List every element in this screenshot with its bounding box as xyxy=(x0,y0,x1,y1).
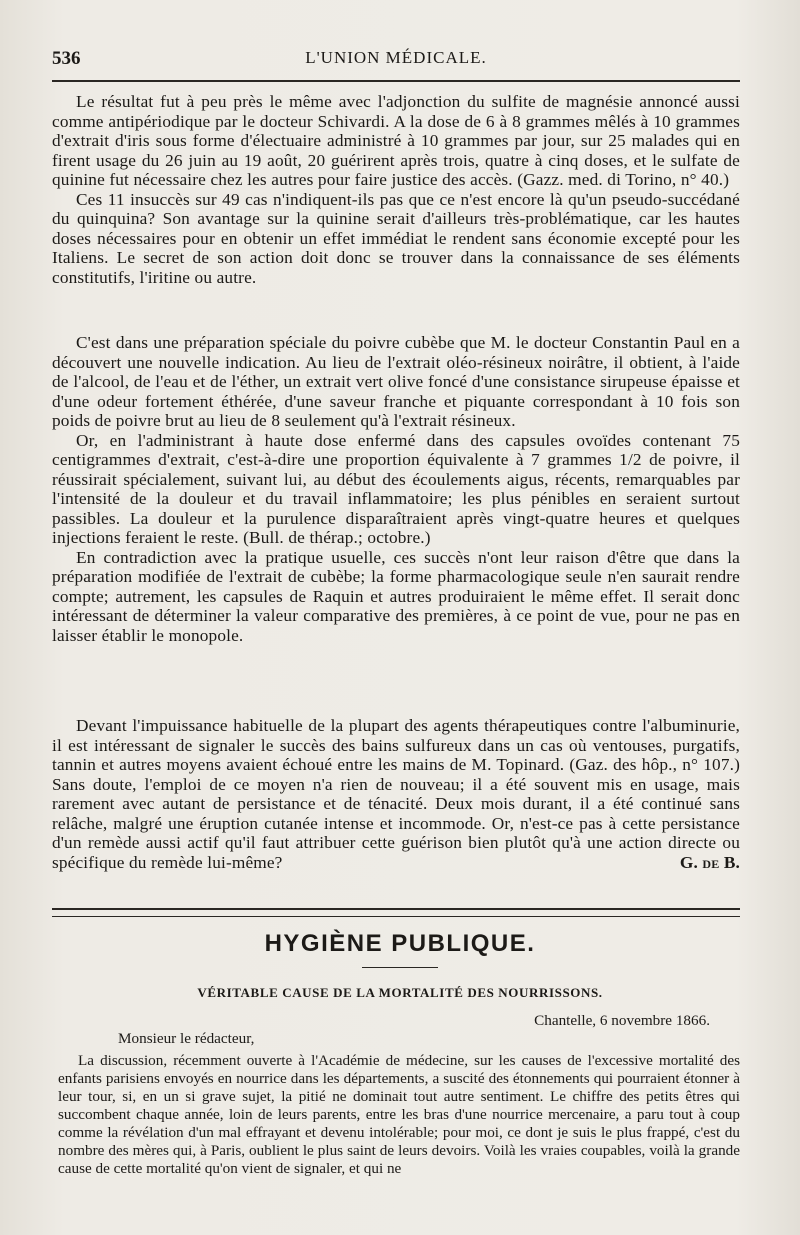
section-subtitle: VÉRITABLE CAUSE DE LA MORTALITÉ DES NOURRISSONS. xyxy=(197,985,603,1000)
paragraph-cubebe: C'est dans une préparation spéciale du poivre cubèbe que M. le docteur Constantin Paul en a découvert une nouvelle indication. Au lieu de l'extrait oléo-résineux noirâtre, il obtient, à l'aide de l'alcool, de l'eau et de l'éther, un extrait vert olive foncé d'une consistance sirupeuse épaisse et d'une odeur fortement éthérée, d'une saveur franche et piquante correspondant à 10 fois son poids de poivre brut au lieu de 8 seulement qu'à l'extrait résineux. xyxy=(52,333,740,430)
paragraph-iris: Le résultat fut à peu près le même avec l'adjonction du sulfite de magnésie annoncé aussi comme antipériodique par le docteur Schivardi. A la dose de 6 à 8 grammes mêlés à 10 grammes d'extrait d'iris sous forme d'électuaire administré à 10 grammes par jour, sur 25 malades qui en firent usage du 26 juin au 19 août, 20 guérirent après trois, quatre à cinq doses, et le sulfate de quinine fut nécessaire chez les autres pour faire justice des accès. (Gazz. med. di Torino, n° 40.) xyxy=(52,92,740,189)
paragraph-capsules: Or, en l'administrant à haute dose enfermé dans des capsules ovoïdes contenant 75 centigrammes d'extrait, c'est-à-dire une proportion équivalente à 7 grammes 1/2 de poivre, il réussirait spécialement, suivant lui, au début des écoulements aigus, récents, remarquables par l'intensité de la douleur et du travail inflammatoire; les plus pénibles en seraient surtout passibles. La douleur et la purulence disparaîtraient après vingt-quatre heures et quelques injections feraient le reste. (Bull. de thérap.; octobre.) xyxy=(52,430,740,547)
author-signature: G. de B. xyxy=(679,852,740,872)
running-header xyxy=(52,48,740,72)
article-block-1 xyxy=(52,92,740,287)
article-block-3 xyxy=(52,716,740,872)
header-rule xyxy=(52,80,740,82)
paragraph-albuminurie-text: Devant l'impuissance habituelle de la plupart des agents thérapeutiques contre l'albuminurie, il est intéressant de signaler le succès des bains sulfureux dans un cas où ventouses, purgatifs, tannin et autres moyens avaient échoué entre les mains de M. Topinard. (Gaz. des hôp., n° 107.) Sans doute, l'emploi de ce moyen n'a rien de nouveau; il a été souvent mis en usage, mais rarement avec autant de persistance et de ténacité. Deux mois durant, il a été continué sans relâche, malgré une éruption cutanée intense et incommode. Or, n'est-ce pas à cette persistance d'un remède aussi actif qu'il faut attribuer cette guérison bien plutôt qu'à une action directe ou spécifique du remède lui-même? xyxy=(52,716,740,872)
letter-salutation: Monsieur le rédacteur, xyxy=(118,1030,255,1047)
letter-dateline: Chantelle, 6 novembre 1866. xyxy=(534,1012,710,1029)
title-underline xyxy=(362,967,438,968)
paragraph-albuminurie xyxy=(52,716,740,872)
journal-title: L'UNION MÉDICALE. xyxy=(305,48,487,67)
section-title: HYGIÈNE PUBLIQUE. xyxy=(264,930,536,957)
paragraph-contradiction: En contradiction avec la pratique usuelle, ces succès n'ont leur raison d'être que dans la préparation modifiée de l'extrait de cubèbe; la forme pharmacologique seule n'en saurait rendre compte; autrement, les capsules de Raquin et autres produiraient le même effet. Il serait donc intéressant de déterminer la valeur comparative des premières, à ce point de vue, pour ne pas en laisser établir le monopole. xyxy=(52,547,740,645)
paragraph-pseudo-succedane: Ces 11 insuccès sur 49 cas n'indiquent-ils pas que ce n'est encore là qu'un pseudo-succédané du quinquina? Son avantage sur la quinine serait d'ailleurs très-problématique, car les hautes doses nécessaires pour en obtenir un effet immédiat le rendent sans économie excepté pour les Italiens. Le secret de son action doit donc se trouver dans la connaissance de ses éléments constitutifs, l'iritine ou autre. xyxy=(52,189,740,287)
letter-body: La discussion, récemment ouverte à l'Académie de médecine, sur les causes de l'excessive mortalité des enfants parisiens envoyés en nourrice dans les départements, a suscité des étonnements qui pourraient étonner à leur tour, si, en un si grave sujet, la pitié ne dominait tout autre sentiment. Le chiffre des petits êtres qui succombent chaque année, loin de leurs parents, entre les bras d'une nourrice mercenaire, a paru tout à coup comme la révélation d'un mal effrayant et devenu intolérable; pour moi, ce dont je suis le plus frappé, c'est du nombre des mères qui, à Paris, oublient le plus saint de leurs devoirs. Voilà les vraies coupables, voilà la grande cause de cette mortalité qu'on vient de signaler, et qui ne xyxy=(58,1052,740,1177)
page-number: 536 xyxy=(52,48,81,69)
article-block-2 xyxy=(52,333,740,645)
section-divider xyxy=(52,908,740,917)
letter xyxy=(58,1012,740,1178)
